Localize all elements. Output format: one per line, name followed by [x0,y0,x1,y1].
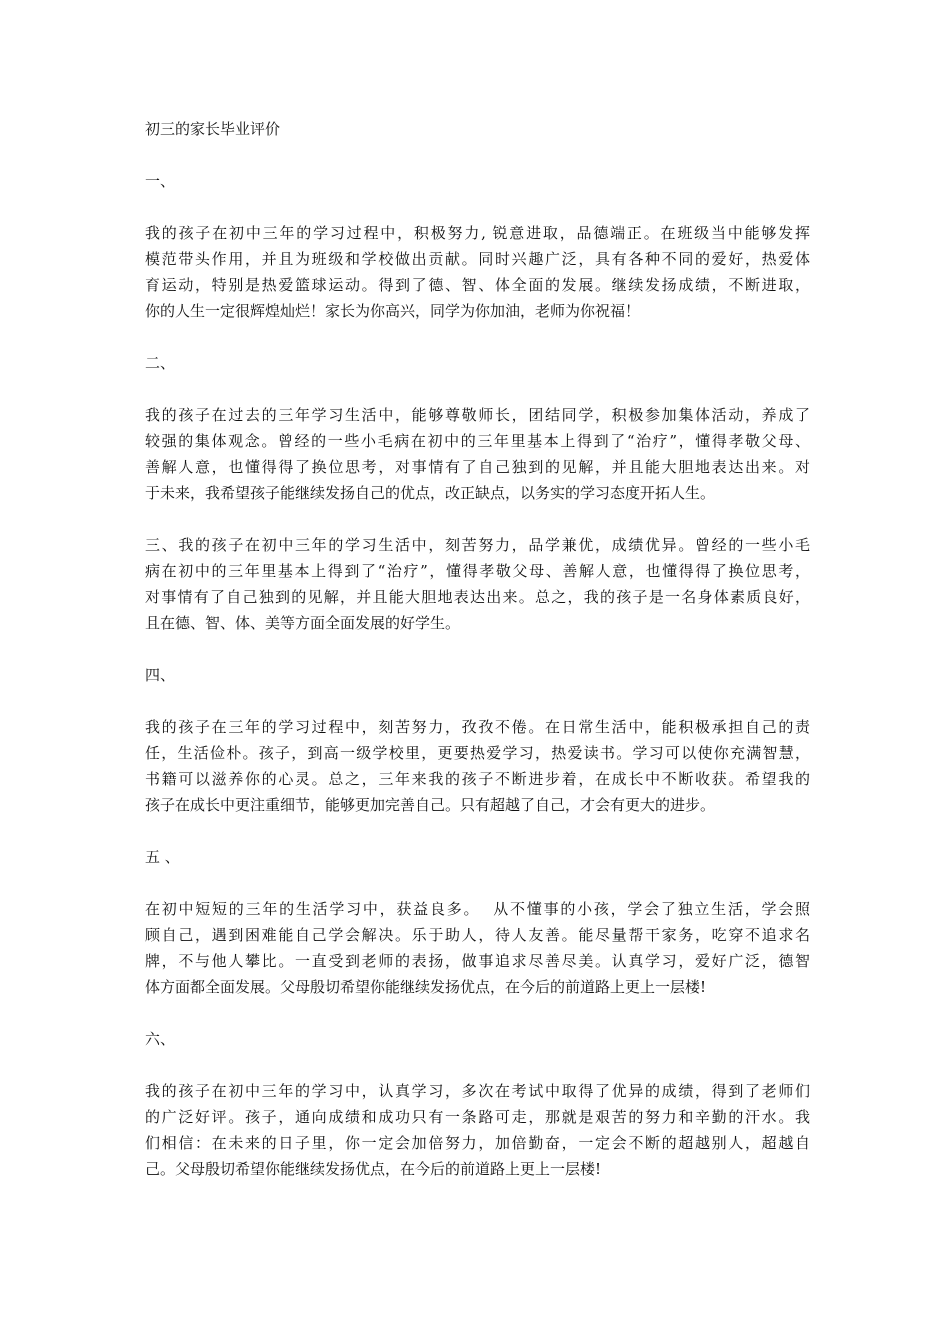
paragraph-line: 你的人生一定很辉煌灿烂！家长为你高兴，同学为你加油，老师为你祝福！ [145,302,641,320]
section-paragraph-6 [145,1078,810,1182]
section-heading-2: 二、 [145,354,176,372]
paragraph-line: 较强的集体观念。曾经的一些小毛病在初中的三年里基本上得到了“治疗”，懂得孝敬父母、 [145,432,810,450]
section-paragraph-5 [145,896,810,1000]
paragraph-line: 书籍可以滋养你的心灵。总之，三年来我的孩子不断进步着，在成长中不断收获。希望我的 [145,770,810,788]
section-heading-1: 一、 [145,172,176,190]
paragraph-line: 我的孩子在过去的三年学习生活中，能够尊敬师长，团结同学，积极参加集体活动，养成了 [145,406,810,424]
paragraph-line: 们相信：在未来的日子里，你一定会加倍努力，加倍勤奋，一定会不断的超越别人，超越自 [145,1134,810,1152]
paragraph-line: 牌，不与他人攀比。一直受到老师的表扬，做事追求尽善尽美。认真学习，爱好广泛，德智 [145,952,810,970]
paragraph-line: 善解人意，也懂得得了换位思考，对事情有了自己独到的见解，并且能大胆地表达出来。对 [145,458,810,476]
paragraph-line: 体方面都全面发展。父母殷切希望你能继续发扬优点，在今后的前道路上更上一层楼! [145,978,707,996]
paragraph-line: 顾自己，遇到困难能自己学会解决。乐于助人，待人友善。能尽量帮干家务，吃穿不追求名 [145,926,810,944]
paragraph-line: 的广泛好评。孩子，通向成绩和成功只有一条路可走，那就是艰苦的努力和辛勤的汗水。我 [145,1108,810,1126]
paragraph-line: 且在德、智、体、美等方面全面发展的好学生。 [145,614,461,632]
section-paragraph-1 [145,220,810,324]
section-paragraph-3 [145,532,810,636]
paragraph-line: 对事情有了自己独到的见解，并且能大胆地表达出来。总之，我的孩子是一名身体素质良好， [145,588,810,606]
paragraph-line: 病在初中的三年里基本上得到了“治疗”，懂得孝敬父母、善解人意，也懂得得了换位思考， [145,562,810,580]
paragraph-line: 三、我的孩子在初中三年的学习生活中，刻苦努力，品学兼优，成绩优异。曾经的一些小毛 [145,536,810,554]
document-title: 初三的家长毕业评价 [145,120,281,138]
paragraph-line: 模范带头作用，并且为班级和学校做出贡献。同时兴趣广泛，具有各种不同的爱好，热爱体 [145,250,810,268]
section-paragraph-4 [145,714,810,818]
paragraph-line: 孩子在成长中更注重细节，能够更加完善自己。只有超越了自己，才会有更大的进步。 [145,796,716,814]
section-heading-6: 六、 [145,1030,176,1048]
section-paragraph-2 [145,402,810,506]
paragraph-line: 于未来，我希望孩子能继续发扬自己的优点，改正缺点，以务实的学习态度开拓人生。 [145,484,716,502]
paragraph-line: 己。父母殷切希望你能继续发扬优点，在今后的前道路上更上一层楼! [145,1160,602,1178]
paragraph-line: 在初中短短的三年的生活学习中，获益良多。 从不懂事的小孩，学会了独立生活，学会照 [145,900,810,918]
paragraph-line: 我的孩子在初中三年的学习中，认真学习，多次在考试中取得了优异的成绩，得到了老师们 [145,1082,810,1100]
paragraph-line: 我的孩子在初中三年的学习过程中，积极努力, 锐意进取，品德端正。在班级当中能够发挥 [145,224,810,242]
paragraph-line: 我的孩子在三年的学习过程中，刻苦努力，孜孜不倦。在日常生活中，能积极承担自己的责 [145,718,810,736]
section-heading-4: 四、 [145,666,176,684]
section-heading-5: 五 、 [145,848,180,866]
paragraph-line: 育运动，特别是热爱篮球运动。得到了德、智、体全面的发展。继续发扬成绩，不断进取， [145,276,810,294]
paragraph-line: 任，生活俭朴。孩子，到高一级学校里，更要热爱学习，热爱读书。学习可以使你充满智慧， [145,744,810,762]
document-page [145,116,810,1208]
